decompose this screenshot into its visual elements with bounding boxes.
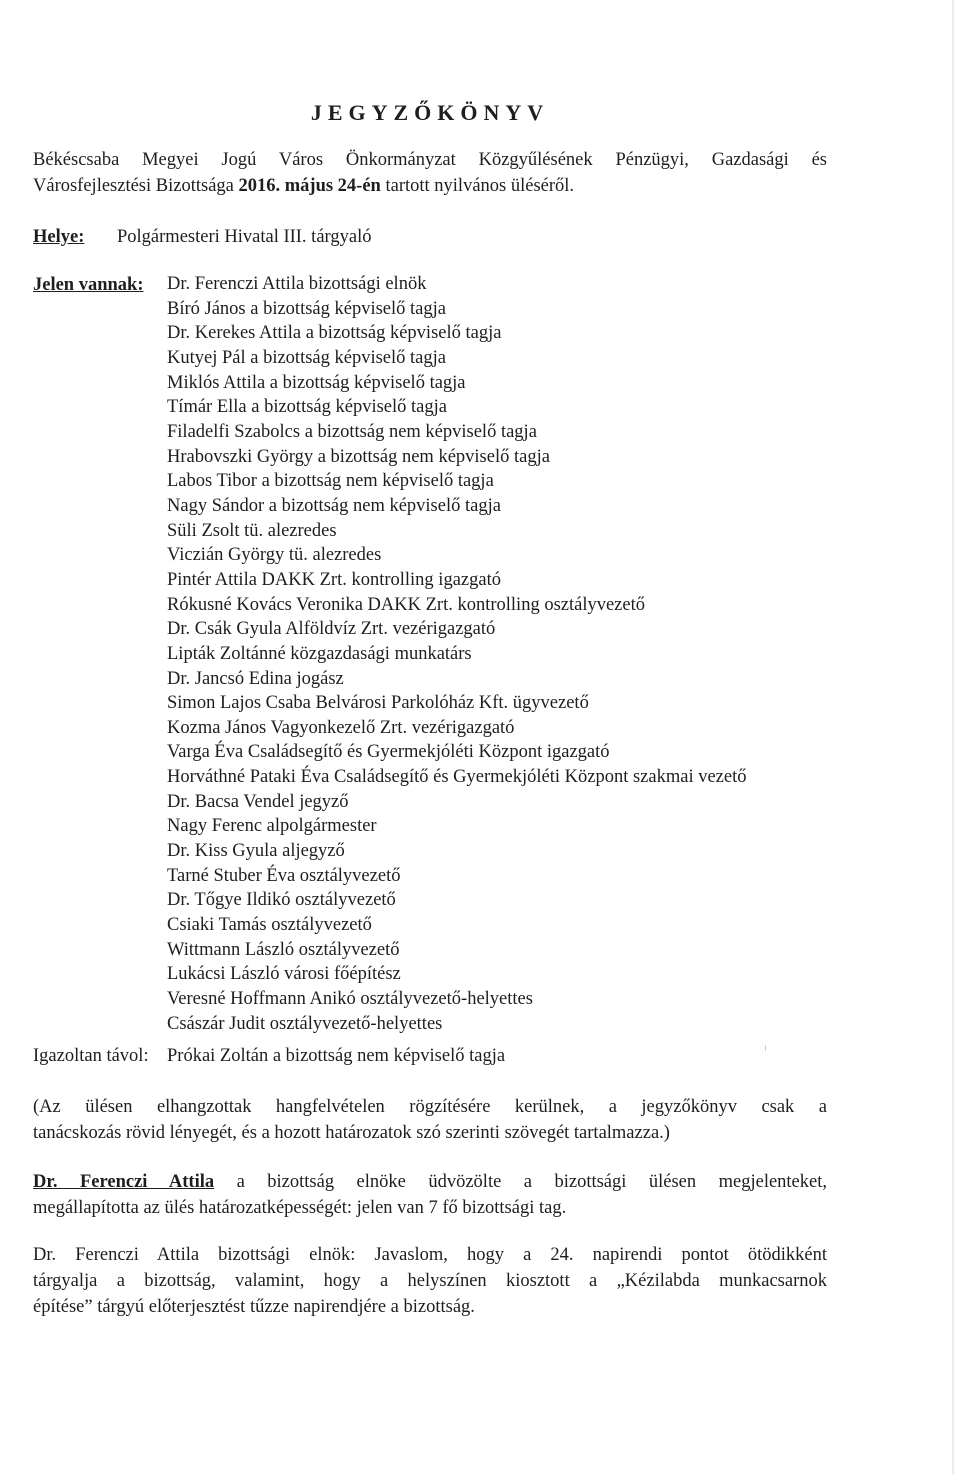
- note-line-1: (Az ülésen elhangzottak hangfelvételen rögzítésére kerülnek, a jegyzőkönyv csak a: [33, 1097, 827, 1117]
- attendee: Dr. Kiss Gyula aljegyző: [167, 841, 345, 862]
- intro-line-1: Békéscsaba Megyei Jogú Város Önkormányzat Közgyűlésének Pénzügyi, Gazdasági és: [33, 150, 827, 170]
- attendee: Dr. Kerekes Attila a bizottság képviselő tagja: [167, 323, 502, 344]
- location-label: Helye:: [33, 227, 85, 247]
- scan-mark: [765, 1045, 766, 1051]
- attendee: Süli Zsolt tü. alezredes: [167, 520, 337, 541]
- attendee: Nagy Ferenc alpolgármester: [167, 816, 377, 837]
- attendee: Dr. Tőgye Ildikó osztályvezető: [167, 890, 396, 911]
- intro-line-2: [33, 173, 827, 199]
- attendee: Nagy Sándor a bizottság nem képviselő tagja: [167, 495, 501, 516]
- attendee: Rókusné Kovács Veronika DAKK Zrt. kontrolling osztályvezető: [167, 594, 645, 615]
- attendee: Tímár Ella a bizottság képviselő tagja: [167, 397, 447, 418]
- intro-committee: Városfejlesztési Bizottsága: [33, 176, 239, 196]
- greeting-line-1: [33, 1169, 827, 1195]
- absent-value: Prókai Zoltán a bizottság nem képviselő tagja: [167, 1046, 506, 1066]
- attendee: Dr. Ferenczi Attila bizottsági elnök: [167, 274, 427, 294]
- intro-tail: tartott nyilvános üléséről.: [380, 176, 575, 196]
- greeting-rest: a bizottság elnöke üdvözölte a bizottsági ülésen megjelenteket,: [214, 1172, 827, 1192]
- attendee: Lukácsi László városi főépítész: [167, 964, 401, 985]
- greeting-paragraph: [33, 1169, 827, 1221]
- attendee: Bíró János a bizottság képviselő tagja: [167, 298, 446, 319]
- meeting-date: 2016. május 24-én: [238, 176, 381, 196]
- attendee: Varga Éva Családsegítő és Gyermekjóléti Központ igazgató: [167, 742, 610, 763]
- attendee: Hrabovszki György a bizottság nem képviselő tagja: [167, 446, 550, 467]
- recording-note: [33, 1094, 827, 1146]
- attendee: Simon Lajos Csaba Belvárosi Parkolóház Kft. ügyvezető: [167, 693, 589, 714]
- attendee: Filadelfi Szabolcs a bizottság nem képviselő tagja: [167, 421, 537, 442]
- location-value: Polgármesteri Hivatal III. tárgyaló: [117, 227, 372, 247]
- attendee: Dr. Bacsa Vendel jegyző: [167, 791, 349, 812]
- attendee: Wittmann László osztályvezető: [167, 939, 400, 960]
- attendee: Viczián György tü. alezredes: [167, 545, 382, 566]
- attendee: Veresné Hoffmann Anikó osztályvezető-helyettes: [167, 989, 533, 1010]
- attendee: Miklós Attila a bizottság képviselő tagja: [167, 372, 466, 393]
- proposal-paragraph: [33, 1242, 827, 1320]
- attendee: Lipták Zoltánné közgazdasági munkatárs: [167, 643, 472, 664]
- intro-paragraph: [33, 147, 827, 199]
- document-title: JEGYZŐKÖNYV: [310, 100, 550, 125]
- attendee: Dr. Csák Gyula Alföldvíz Zrt. vezérigazgató: [167, 619, 496, 640]
- page-edge: [952, 0, 954, 1475]
- attendee: Labos Tibor a bizottság nem képviselő tagja: [167, 471, 494, 492]
- proposal-line-2: tárgyalja a bizottság, valamint, hogy a helyszínen kiosztott a „Kézilabda munkacsarnok: [33, 1271, 827, 1291]
- greeting-line-2: megállapította az ülés határozatképességét: jelen van 7 fő bizottsági tag.: [33, 1198, 567, 1218]
- attendee: Császár Judit osztályvezető-helyettes: [167, 1013, 443, 1034]
- attendee: Dr. Jancsó Edina jogász: [167, 668, 344, 689]
- proposal-line-1: Dr. Ferenczi Attila bizottsági elnök: Javaslom, hogy a 24. napirendi pontot ötödikként: [33, 1245, 827, 1265]
- present-label: Jelen vannak:: [33, 275, 144, 295]
- proposal-line-3: építése” tárgyú előterjesztést tűzze napirendjére a bizottság.: [33, 1297, 475, 1317]
- attendee: Csiaki Tamás osztályvezető: [167, 915, 372, 936]
- attendee: Kutyej Pál a bizottság képviselő tagja: [167, 347, 446, 368]
- absent-label: Igazoltan távol:: [33, 1046, 149, 1066]
- attendee: Pintér Attila DAKK Zrt. kontrolling igazgató: [167, 569, 501, 590]
- attendee-list: [167, 272, 857, 1036]
- chair-name: Dr. Ferenczi Attila: [33, 1172, 215, 1192]
- note-line-2: tanácskozás rövid lényegét, és a hozott határozatok szó szerinti szövegét tartalmazza.): [33, 1123, 670, 1143]
- attendee: Horváthné Pataki Éva Családsegítő és Gyermekjóléti Központ szakmai vezető: [167, 767, 747, 788]
- attendee: Tarné Stuber Éva osztályvezető: [167, 865, 401, 886]
- attendee: Kozma János Vagyonkezelő Zrt. vezérigazgató: [167, 717, 515, 738]
